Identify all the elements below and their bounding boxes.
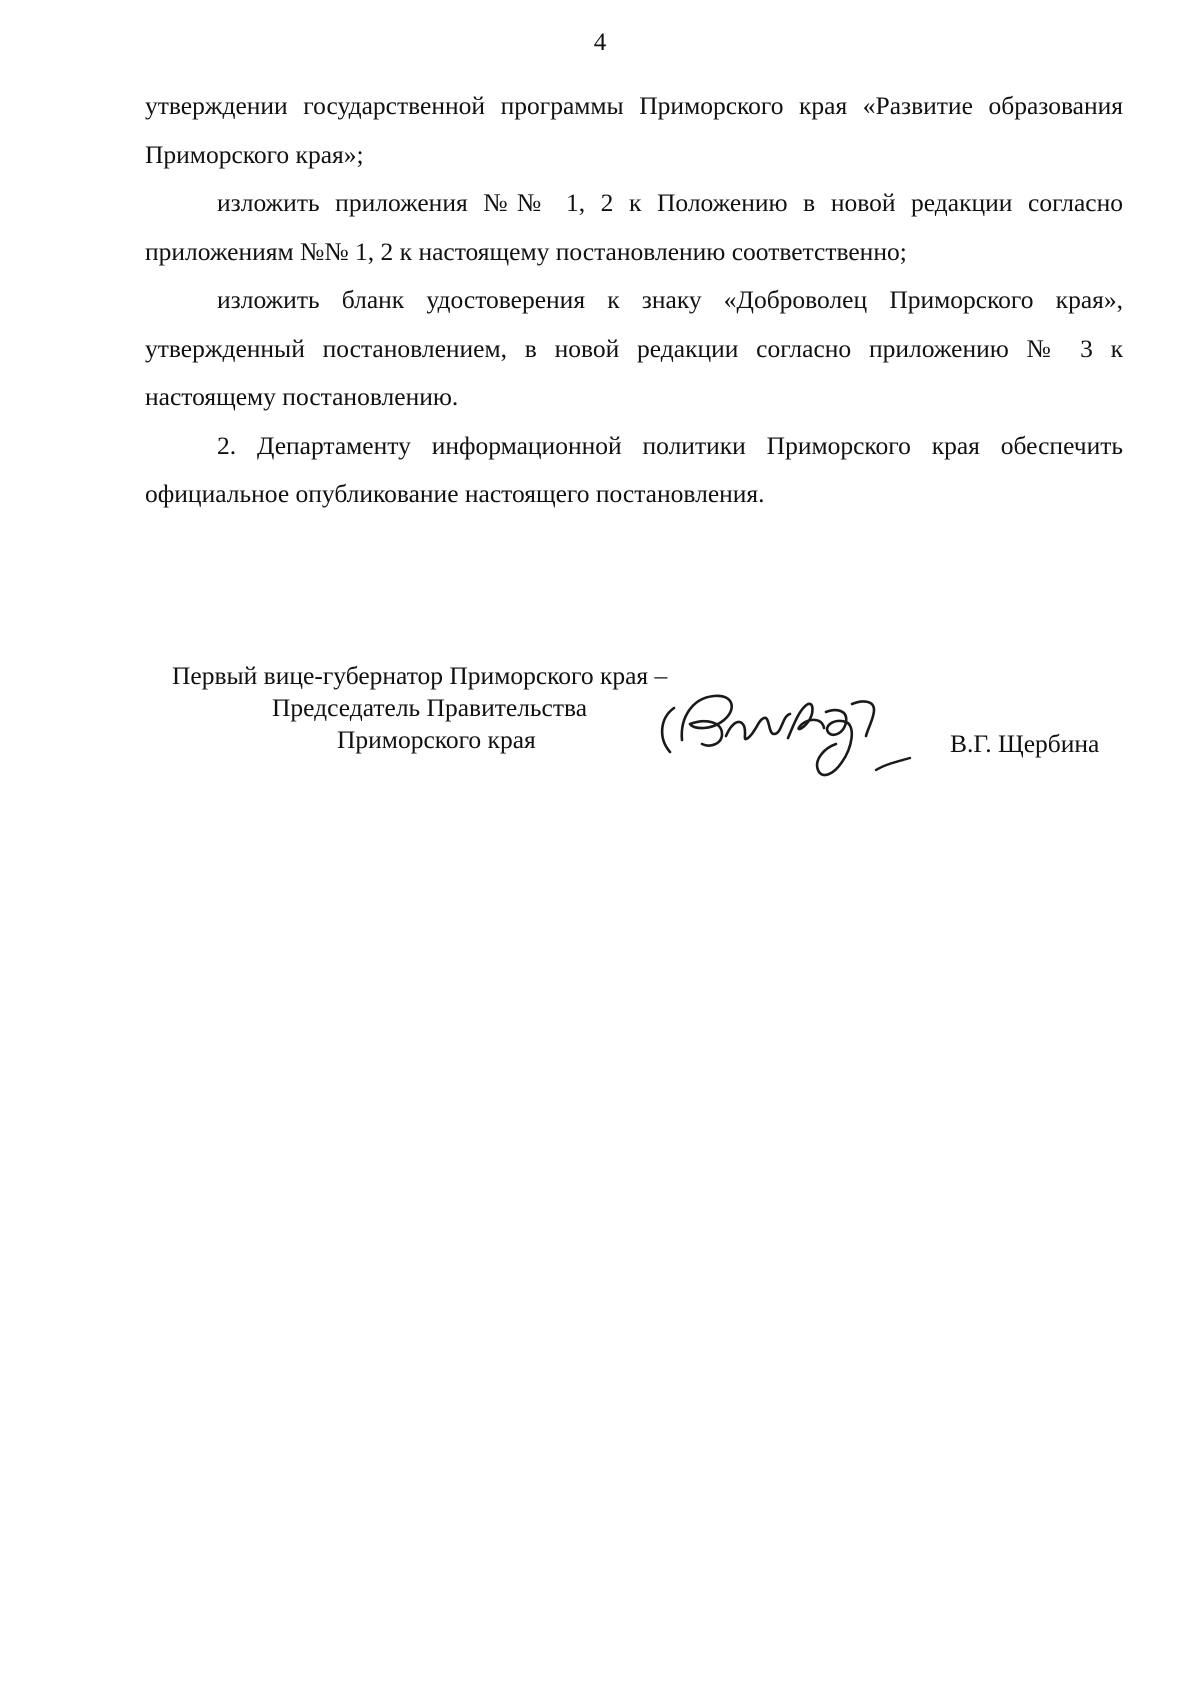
signature-block [0, 660, 1200, 820]
paragraph-appendices: изложить приложения №№ 1, 2 к Положению в новой редакции согласно приложениям №№ 1, 2 к настоящему постановлению соответственно; [145, 188, 1123, 266]
signatory-title-line1: Первый вице-губернатор Приморского края – [172, 661, 668, 690]
document-body [145, 82, 1123, 519]
signatory-name: В.Г. Щербина [950, 729, 1100, 758]
paragraph-certificate-form: изложить бланк удостоверения к знаку «Доброволец Приморского края», утвержденный постановлением, в новой редакции согласно приложению № 3 к настоящему постановлению. [145, 285, 1123, 411]
signatory-title-line3: Приморского края [337, 725, 536, 754]
handwritten-signature-icon [652, 678, 912, 788]
signatory-title [172, 660, 732, 756]
page-number: 4 [593, 29, 607, 56]
signatory-title-line2: Председатель Правительства [272, 693, 588, 722]
paragraph-continuation: утверждении государственной программы Приморского края «Развитие образования Приморского края»; [145, 91, 1123, 169]
paragraph-publication: 2. Департаменту информационной политики Приморского края обеспечить официальное опубликование настоящего постановления. [145, 430, 1123, 508]
